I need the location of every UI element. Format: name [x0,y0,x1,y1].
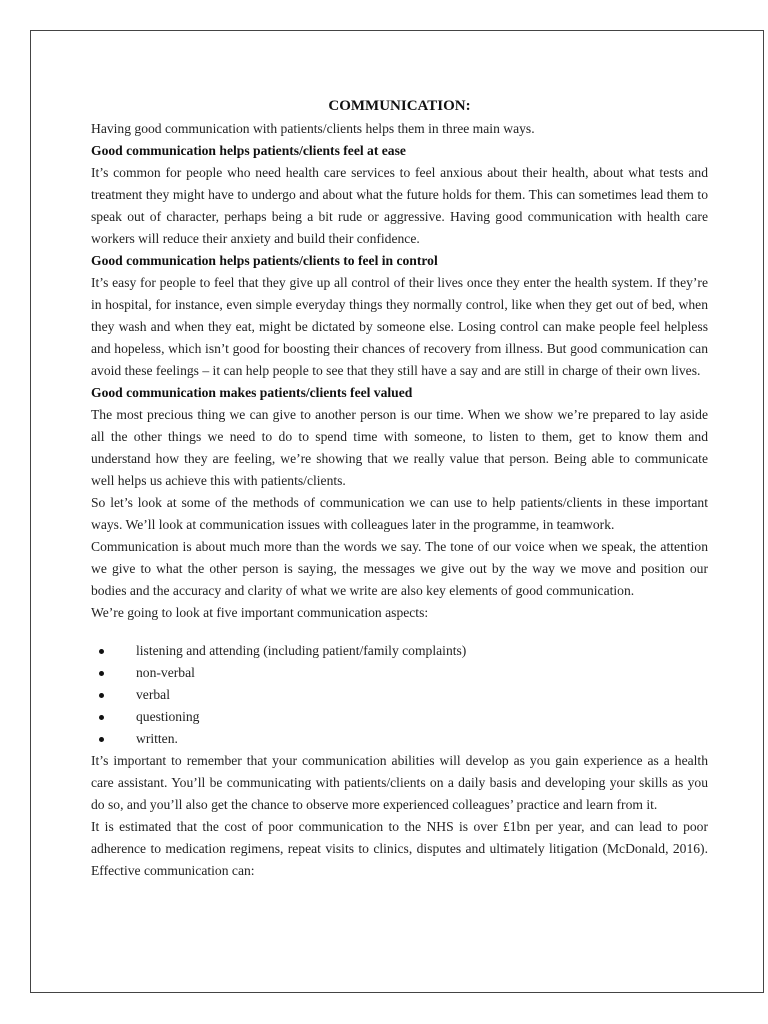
list-item: questioning [91,706,708,728]
bullet-icon [99,715,104,720]
aspects-intro-paragraph: We’re going to look at five important communication aspects: [91,605,429,620]
section-body-valued: The most precious thing we can give to another person is our time. When we show we’re prepared to lay aside all the other things we need to do to spend time with someone, to listen to them, get to know them and understand how they are feeling, we’re showing that we really value that person. Being able to communicate well helps us achieve this with patients/clients. [91,407,708,488]
section-heading-control: Good communication helps patients/clients to feel in control [91,253,438,268]
list-item: listening and attending (including patient/family complaints) [91,640,708,662]
methods-paragraph: So let’s look at some of the methods of communication we can use to help patients/clients in these important ways. We’ll look at communication issues with colleagues later in the programme, in teamwork. [91,495,708,532]
experience-paragraph: It’s important to remember that your communication abilities will develop as you gain experience as a health care assistant. You’ll be communicating with patients/clients on a daily basis and developing your skills as you do so, and you’ll also get the chance to observe more experienced colleagues’ practice and learn from it. [91,753,708,812]
section-body-control: It’s easy for people to feel that they give up all control of their lives once they enter the health system. If they’re in hospital, for instance, even simple everyday things they normally control, like when they get out of bed, when they wash and when they eat, might be dictated by someone else. Losing control can make people feel helpless and hopeless, which isn’t good for boosting their chances of recovery from illness. But good communication can avoid these feelings – it can help people to see that they still have a say and are still in charge of their own lives. [91,275,708,378]
section-heading-valued: Good communication makes patients/clients feel valued [91,385,413,400]
document-content [91,95,708,882]
nhs-cost-paragraph: It is estimated that the cost of poor communication to the NHS is over £1bn per year, and can lead to poor adherence to medication regimens, repeat visits to clinics, disputes and ultimately litigation (McDonald, 2016). Effective communication can: [91,819,708,878]
document-page [30,30,764,993]
list-item: non-verbal [91,662,708,684]
bullet-icon [99,671,104,676]
list-item: verbal [91,684,708,706]
intro-paragraph: Having good communication with patients/clients helps them in three main ways. [91,121,535,136]
communication-paragraph: Communication is about much more than the words we say. The tone of our voice when we speak, the attention we give to what the other person is saying, the messages we give out by the way we move and position our bodies and the accuracy and clarity of what we write are also key elements of good communication. [91,539,708,598]
bullet-icon [99,649,104,654]
aspects-list [91,640,708,750]
bullet-icon [99,693,104,698]
section-body-ease: It’s common for people who need health care services to feel anxious about their health, about what tests and treatment they might have to undergo and about what the future holds for them. This can sometimes lead them to speak out of character, perhaps being a bit rude or aggressive. Having good communication with health care workers will reduce their anxiety and build their confidence. [91,165,708,246]
document-title: COMMUNICATION: [328,98,471,114]
list-item: written. [91,728,708,750]
bullet-icon [99,737,104,742]
section-heading-ease: Good communication helps patients/clients feel at ease [91,143,406,158]
